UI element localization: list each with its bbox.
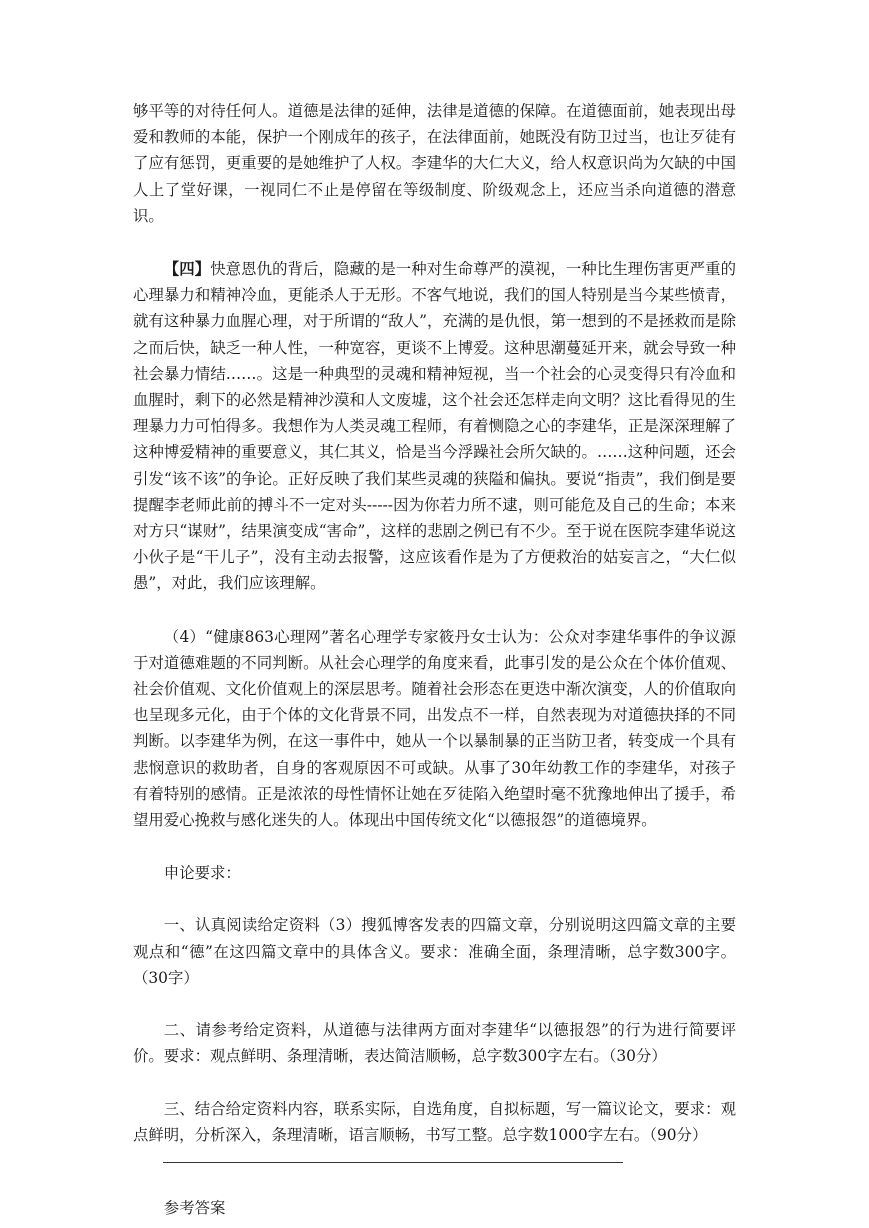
- answer-title: 参考答案: [163, 1198, 226, 1217]
- requirement-1: 一、认真阅读给定资料（3）搜狐博客发表的四篇文章，分别说明这四篇文章的主要观点和“德”在这四篇文章中的具体含义。要求：准确全面，条理清晰，总字数300字。（30字）: [133, 916, 736, 987]
- section-marker-four: 【四】: [163, 260, 211, 279]
- divider-line: [163, 1162, 623, 1163]
- paragraph-material-4: （4）“健康863心理网”著名心理学专家筱丹女士认为：公众对李建华事件的争议源于对道德难题的不同判断。从社会心理学的角度来看，此事引发的是公众在个体价值观、社会价值观、文化价值观上的深层思考。随着社会形态在更迭中渐次演变，人的价值取向也呈现多元化，由于个体的文化背景不同，出发点不一样，自然表现为对道德抉择的不同判断。以李建华为例，在这一事件中，她从一个以暴制暴的正当防卫者，转变成一个具有悲悯意识的救助者，自身的客观原因不可或缺。从事了30年幼教工作的李建华，对孩子有着特别的感情。正是浓浓的母性情怀让她在歹徒陷入绝望时毫不犹豫地伸出了援手，希望用爱心挽救与感化迷失的人。体现出中国传统文化“以德报怨”的道德境界。: [133, 627, 736, 830]
- requirement-2: 二、请参考给定资料，从道德与法律两方面对李建华“以德报怨”的行为进行简要评价。要求：观点鲜明、条理清晰，表达简洁顺畅，总字数300字左右。（30分）: [133, 1021, 736, 1066]
- document-page: [133, 98, 736, 1221]
- requirements-title: 申论要求：: [163, 864, 241, 883]
- requirement-3: 三、结合给定资料内容，联系实际，自选角度，自拟标题，写一篇议论文，要求：观点鲜明，分析深入，条理清晰，语言顺畅，书写工整。总字数1000字左右。（90分）: [133, 1099, 736, 1144]
- paragraph-morality-law: 够平等的对待任何人。道德是法律的延伸，法律是道德的保障。在道德面前，她表现出母爱和教师的本能，保护一个刚成年的孩子，在法律面前，她既没有防卫过当，也让歹徒有了应有惩罚，更重要的是她维护了人权。李建华的大仁大义，给人权意识尚为欠缺的中国人上了堂好课，一视同仁不止是停留在等级制度、阶级观念上，还应当杀向道德的潜意识。: [133, 102, 736, 225]
- paragraph-four: [133, 256, 736, 597]
- paragraph-four-text: 快意恩仇的背后，隐藏的是一种对生命尊严的漠视，一种比生理伤害更严重的心理暴力和精神冷血，更能杀人于无形。不客气地说，我们的国人特别是当今某些愤青，就有这种暴力血腥心理，对于所谓的“敌人”，充满的是仇恨，第一想到的不是拯救而是除之而后快，缺乏一种人性，一种宽容，更谈不上博爱。这种思潮蔓延开来，就会导致一种社会暴力情结……。这是一种典型的灵魂和精神短视，当一个社会的心灵变得只有冷血和血腥时，剩下的必然是精神沙漠和人文废墟，这个社会还怎样走向文明？这比看得见的生理暴力力可怕得多。我想作为人类灵魂工程师，有着恻隐之心的李建华，正是深深理解了这种博爱精神的重要意义，其仁其义，恰是当今浮躁社会所欠缺的。……这种问题，还会引发“该不该”的争论。正好反映了我们某些灵魂的狭隘和偏执。要说“指责”，我们倒是要提醒李老师此前的搏斗不一定对头-----因为你若力所不逮，则可能危及自己的生命；本来对方只“谋财”，结果演变成“害命”，这样的悲剧之例已有不少。至于说在医院李建华说这小伙子是“干儿子”，没有主动去报警，这应该看作是为了方便救治的姑妄言之，“大仁似愚”，对此，我们应该理解。: [133, 260, 736, 593]
